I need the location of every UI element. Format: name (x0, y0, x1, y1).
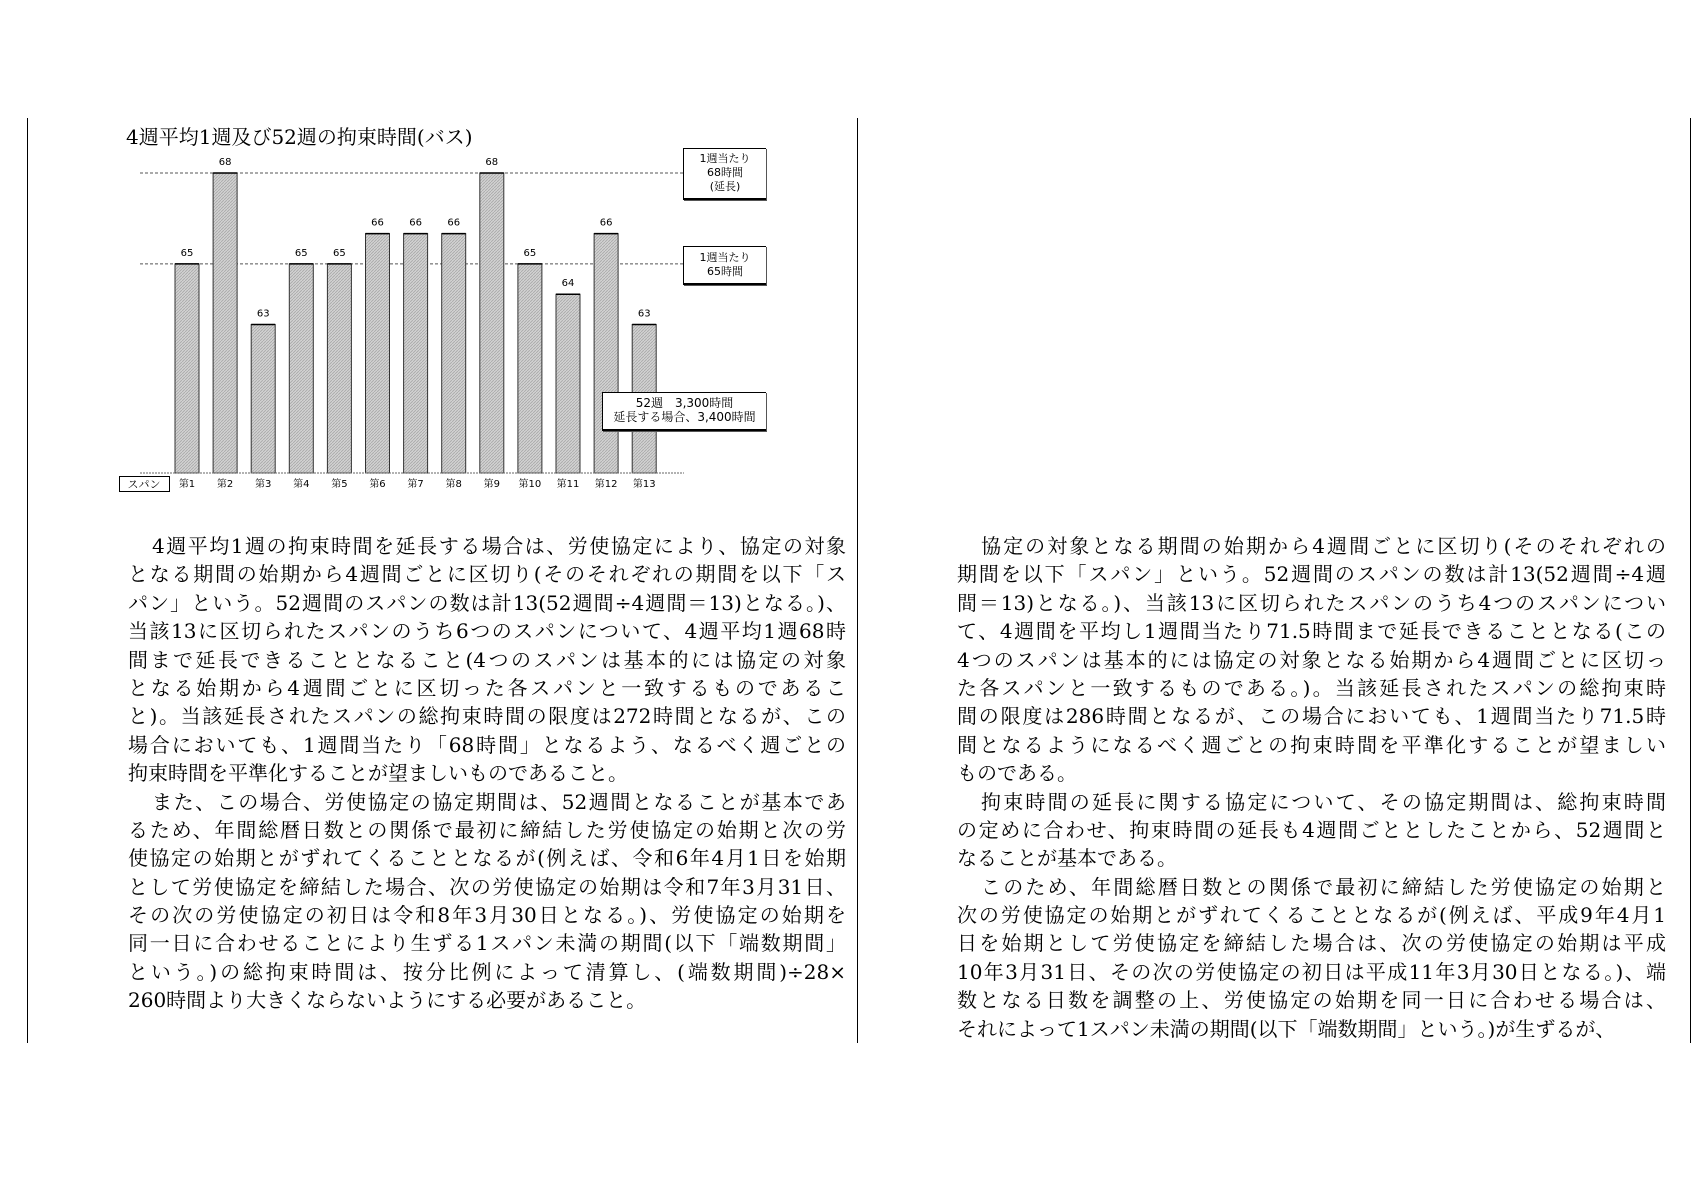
text-line: 拘束時間の延長に関する協定について、その協定期間は、総拘束時間 (981, 789, 1666, 814)
bar-chart (119, 146, 765, 492)
data-label: 66 (447, 217, 461, 229)
annotation-box-52weeks (602, 392, 766, 431)
text-line: 使協定の始期とがずれてくることとなるが(例えば、令和6年4月1日を始期 (128, 846, 846, 871)
text-line: 10年3月31日、その次の労使協定の初日は平成11年3月30日となる。)、端 (957, 959, 1666, 984)
bar-8 (442, 234, 466, 473)
text-line: と)。当該延長されたスパンの総拘束時間の限度は272時間となるが、この (128, 704, 846, 729)
chart-title: 4週平均1週及び52週の拘束時間(バス) (126, 125, 473, 149)
text-line: た各スパンと一致するものである。)。当該延長されたスパンの総拘束時 (957, 675, 1666, 700)
data-label: 65 (333, 247, 346, 259)
text-line: 当該13に区切られたスパンのうち6つのスパンについて、4週平均1週68時 (128, 619, 846, 644)
category-label: 第1 (178, 479, 196, 490)
text-line: 数となる日数を調整の上、労使協定の始期を同一日に合わせる場合は、 (957, 988, 1666, 1013)
category-label: 第2 (216, 479, 234, 490)
data-label: 63 (637, 308, 651, 320)
text-line: このため、年間総暦日数との関係で最初に締結した労使協定の始期と (981, 874, 1666, 899)
text-line: 協定の対象となる期間の始期から4週間ごとに区切り(そのそれぞれの (981, 534, 1666, 558)
text-line: パン」という。52週間のスパンの数は計13(52週間÷4週間＝13)となる。)、 (128, 590, 846, 615)
column-divider-center (857, 118, 858, 1043)
text-line: 次の労使協定の始期とがずれてくることとなるが(例えば、平成9年4月1 (957, 903, 1666, 928)
category-label: 第10 (518, 479, 542, 490)
text-line: 場合においても、1週間当たり「68時間」となるよう、なるべく週ごとの (128, 732, 846, 757)
bar-1 (175, 264, 199, 473)
text-line: それによって1スパン未満の期間(以下「端数期間」という。)が生ずるが、 (957, 1016, 1616, 1041)
axis-label: スパン (127, 478, 161, 491)
text-line: なることが基本である。 (957, 846, 1177, 871)
data-label: 66 (409, 217, 422, 229)
column-divider-right (1690, 118, 1691, 1043)
text-line: また、この場合、労使協定の協定期間は、52週間となることが基本であ (152, 789, 846, 814)
text-line: その次の労使協定の初日は令和8年3月30日となる。)、労使協定の始期を (128, 903, 846, 928)
text-line: 間の限度は286時間となるが、この場合においても、1週間当たり71.5時 (957, 704, 1666, 729)
text-line: 4つのスパンは基本的には協定の対象となる始期から4週間ごとに区切っ (957, 647, 1666, 672)
category-label: 第12 (594, 479, 618, 490)
chart-svg (119, 146, 765, 492)
legend-65-line2: 65時間 (707, 265, 743, 278)
bar-4 (289, 264, 313, 473)
legend-65-line1: 1週当たり (699, 251, 751, 264)
text-line: 間まで延長できることとなること(4つのスパンは基本的には協定の対象 (128, 647, 846, 672)
category-label: 第9 (483, 479, 500, 490)
category-label: 第5 (331, 479, 348, 490)
data-label: 65 (523, 247, 537, 259)
text-line: となる期間の始期から4週間ごとに区切り(そのそれぞれの期間を以下「ス (128, 562, 846, 587)
text-line: 間＝13)となる。)、当該13に区切られたスパンのうち4つのスパンについ (957, 590, 1666, 615)
bar-9 (480, 173, 504, 473)
category-label: 第3 (255, 479, 272, 490)
data-label: 65 (294, 247, 308, 259)
data-label: 63 (256, 308, 270, 320)
category-label: 第13 (632, 479, 656, 490)
text-line: ものである。 (957, 761, 1077, 786)
category-label: 第4 (293, 479, 310, 490)
text-line: 間となるようになるべく週ごとの拘束時間を平準化することが望ましい (957, 732, 1666, 757)
bar-11 (556, 294, 580, 473)
legend-68-line1: 1週当たり (699, 152, 751, 165)
bar-12 (594, 234, 618, 473)
legend-box-65 (683, 246, 766, 285)
text-line: の定めに合わせ、拘束時間の延長も4週間ごととしたことから、52週間と (957, 817, 1666, 842)
text-line: 260時間より大きくならないようにする必要があること。 (128, 988, 647, 1013)
bar-3 (251, 325, 275, 473)
bar-2 (213, 173, 237, 473)
legend-box-68 (683, 148, 766, 200)
category-label: 第6 (369, 479, 386, 490)
data-label: 64 (561, 278, 575, 290)
text-line: となる始期から4週間ごとに区切った各スパンと一致するものであるこ (128, 675, 846, 700)
text-line: るため、年間総暦日数との関係で最初に締結した労使協定の始期と次の労 (128, 817, 846, 842)
text-line: て、4週間を平均し1週間当たり71.5時間まで延長できることとなる(この (957, 619, 1666, 644)
category-label: 第7 (407, 479, 424, 490)
bar-10 (518, 264, 542, 473)
legend-68-line3: (延長) (709, 180, 741, 193)
text-line: として労使協定を締結した場合、次の労使協定の始期は令和7年3月31日、 (128, 874, 846, 899)
annotation-line1: 52週 3,300時間 (635, 396, 734, 410)
text-line: という。)の総拘束時間は、按分比例によって清算し、(端数期間)÷28× (128, 959, 846, 984)
left-column-text (128, 532, 846, 1015)
data-label: 66 (599, 217, 613, 229)
bar-7 (404, 234, 428, 473)
data-label: 68 (485, 157, 499, 169)
right-column-text (957, 532, 1666, 1043)
data-label: 66 (371, 217, 384, 229)
text-line: 4週平均1週の拘束時間を延長する場合は、労使協定により、協定の対象 (152, 534, 846, 558)
data-label: 68 (218, 157, 232, 169)
data-label: 65 (180, 247, 194, 259)
bar-5 (327, 264, 351, 473)
category-label: 第11 (556, 479, 580, 490)
annotation-line2: 延長する場合、3,400時間 (613, 410, 756, 424)
legend-68-line2: 68時間 (707, 166, 743, 179)
text-line: 同一日に合わせることにより生ずる1スパン未満の期間(以下「端数期間」 (128, 931, 846, 956)
column-divider-left (27, 118, 28, 1043)
bar-6 (366, 234, 390, 473)
text-line: 日を始期として労使協定を締結した場合は、次の労使協定の始期は平成 (957, 931, 1666, 956)
text-line: 拘束時間を平準化することが望ましいものであること。 (128, 761, 628, 786)
category-label: 第8 (445, 479, 462, 490)
text-line: 期間を以下「スパン」という。52週間のスパンの数は計13(52週間÷4週 (957, 562, 1666, 587)
